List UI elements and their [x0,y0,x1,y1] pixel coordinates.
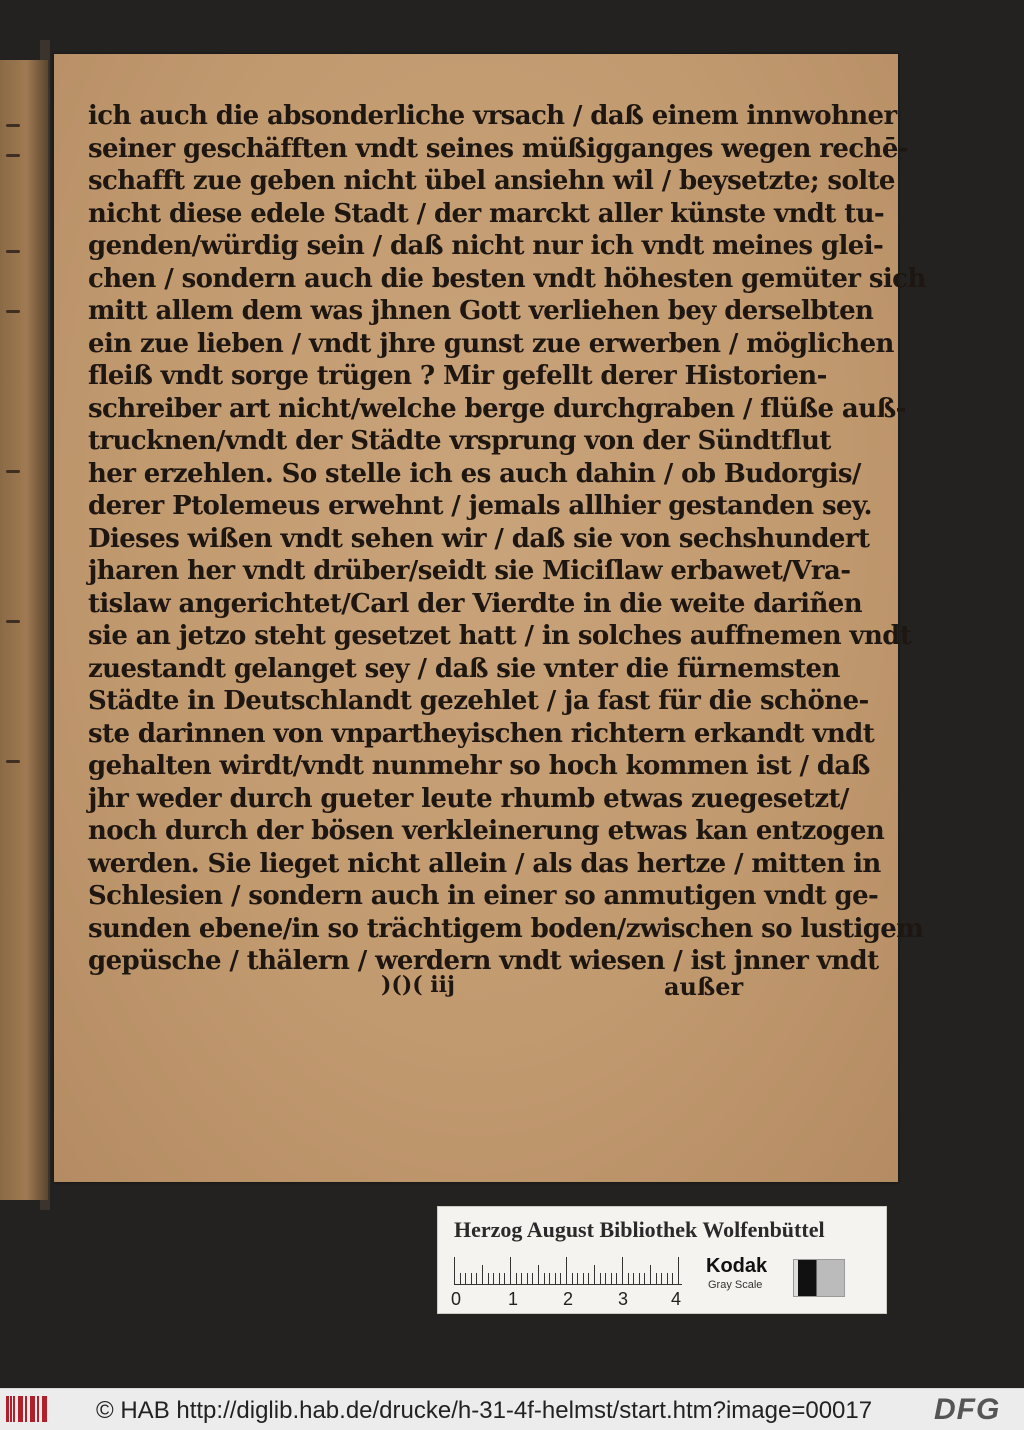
text-line: ste darinnen von vnpartheyischen richtern erkandt vndt [88,718,875,749]
barcode-bar [33,1396,35,1422]
ruler-tick [678,1257,679,1285]
facing-page-text-fragment [6,470,20,473]
text-line: Dieses wißen vndt sehen wir / daß sie von sechshundert [88,523,870,554]
facing-page-text-fragment [6,124,20,127]
text-line: ein zue lieben / vndt jhre gunst zue erwerben / möglichen [88,328,894,359]
ruler-tick [516,1273,517,1285]
text-line: gehalten wirdt/vndt nunmehr so hoch kommen ist / daß [88,751,870,781]
ruler-tick [628,1273,629,1285]
scale-number: 3 [618,1289,629,1309]
text-line: seiner geschäfften vndt seines müßigganges wegen rechē- [88,133,908,164]
ruler-tick [544,1273,545,1285]
ruler-tick [555,1273,556,1285]
ruler-tick [488,1273,489,1285]
ruler-tick [460,1273,461,1285]
text-line: noch durch der bösen verkleinerung etwas kan entzogen [88,816,885,846]
text-line: Städte in Deutschlandt gezehlet / ja fast für die schöne- [88,686,869,716]
barcode-bar [13,1396,15,1422]
text-line: trucknen/vndt der Städte vrsprung von der Sündtflut [88,426,831,456]
ruler-tick [639,1273,640,1285]
barcode-bar [45,1396,47,1422]
text-line: sie an jetzo steht gesetzet hatt / in solches auffnemen vndt [88,621,912,651]
ruler-tick [504,1273,505,1285]
facing-page-edge [0,60,48,1200]
ruler-tick [465,1273,466,1285]
ruler-tick [622,1257,623,1285]
ruler-tick [611,1273,612,1285]
gray-scale-patch [793,1259,845,1297]
page-text [88,100,926,978]
ruler-tick [532,1273,533,1285]
text-line: jharen her vndt drüber/seidt sie Miciſlaw erbawet/Vra- [88,556,851,586]
ruler-tick [510,1257,511,1285]
ruler-tick [667,1273,668,1285]
ruler-tick [454,1257,455,1285]
ruler-tick [644,1273,645,1285]
barcode-bar [6,1396,9,1422]
ruler-tick [549,1273,550,1285]
ruler-tick [527,1273,528,1285]
ruler-tick [656,1273,657,1285]
scale-number: 4 [671,1289,682,1309]
ruler-tick [672,1273,673,1285]
scale-number: 0 [451,1289,462,1309]
barcode-bar [10,1396,12,1422]
copyright-url[interactable]: © HAB http://diglib.hab.de/drucke/h-31-4f-helmst/start.htm?image=00017 [96,1397,873,1424]
signature-mark: )()( iij [381,972,455,998]
ruler-tick [476,1273,477,1285]
ruler-tick [650,1265,651,1285]
scale-ruler [454,1257,682,1285]
footer-bar [0,1388,1024,1430]
barcode-bar [37,1396,39,1422]
ruler-tick [605,1273,606,1285]
text-line: tislaw angerichtet/Carl der Vierdte in die weite dariñen [88,588,863,619]
ruler-tick [521,1273,522,1285]
facing-page-text-fragment [6,760,20,763]
text-line: Schlesien / sondern auch in einer so anmutigen vndt ge- [88,881,879,911]
text-line: her erzehlen. So stelle ich es auch dahin / ob Budorgis/ [88,458,861,489]
ruler-tick [577,1273,578,1285]
barcode-bar [25,1396,27,1422]
text-line: fleiß vndt sorge trügen ? Mir gefellt derer Historien- [88,361,827,391]
text-line: jhr weder durch gueter leute rhumb etwas zuegesetzt/ [88,783,849,814]
text-line: werden. Sie lieget nicht allein / als das hertze / mitten in [88,848,881,879]
text-line: gepüsche / thälern / werdern vndt wiesen / ist jnner vndt [88,946,879,976]
text-line: zuestandt gelanget sey / daß sie vnter die fürnemsten [88,653,840,684]
ruler-tick [588,1273,589,1285]
scale-number: 1 [508,1289,519,1309]
text-line: schreiber art nicht/welche berge durchgraben / flüße auß- [88,393,906,424]
kodak-gray-scale-label: Gray Scale [708,1279,763,1291]
text-line: derer Ptolemeus erwehnt / jemals allhier gestanden sey. [88,491,872,521]
dfg-logo: DFG [934,1393,1001,1426]
barcode-bar [21,1396,23,1422]
text-line: mitt allem dem was jhnen Gott verliehen bey derselbten [88,296,874,326]
ruler-tick [566,1257,567,1285]
ruler-tick [471,1273,472,1285]
facing-page-text-fragment [6,310,20,313]
document-page [54,54,926,1182]
ruler-tick [499,1273,500,1285]
library-name: Herzog August Bibliothek Wolfenbüttel [454,1217,825,1242]
ruler-tick [572,1273,573,1285]
text-line: genden/würdig sein / daß nicht nur ich vndt meines glei- [88,231,884,261]
hab-barcode-icon [6,1396,48,1422]
scale-number: 2 [563,1289,574,1309]
ruler-tick [633,1273,634,1285]
ruler-tick [616,1273,617,1285]
text-line: schafft zue geben nicht übel ansiehn wil / beysetzte; solte [88,166,895,196]
ruler-tick [560,1273,561,1285]
facing-page-text-fragment [6,154,20,157]
text-line: chen / sondern auch die besten vndt höhesten gemüter sich [88,263,926,294]
ruler-tick [493,1273,494,1285]
text-line: ich auch die absonderliche vrsach / daß einem innwohner [88,101,897,131]
kodak-brand: Kodak [706,1255,768,1277]
ruler-tick [661,1273,662,1285]
catchword: außer [664,972,744,1001]
ruler-tick [600,1273,601,1285]
text-line: sunden ebene/in so trächtigem boden/zwischen so lustigem [88,913,924,944]
ruler-tick [538,1265,539,1285]
facing-page-text-fragment [6,250,20,253]
ruler-tick [482,1265,483,1285]
library-label-card [437,1206,887,1314]
text-line: nicht diese edele Stadt / der marckt aller künste vndt tu- [88,198,885,229]
facing-page-text-fragment [6,620,20,623]
ruler-tick [583,1273,584,1285]
ruler-tick [594,1265,595,1285]
